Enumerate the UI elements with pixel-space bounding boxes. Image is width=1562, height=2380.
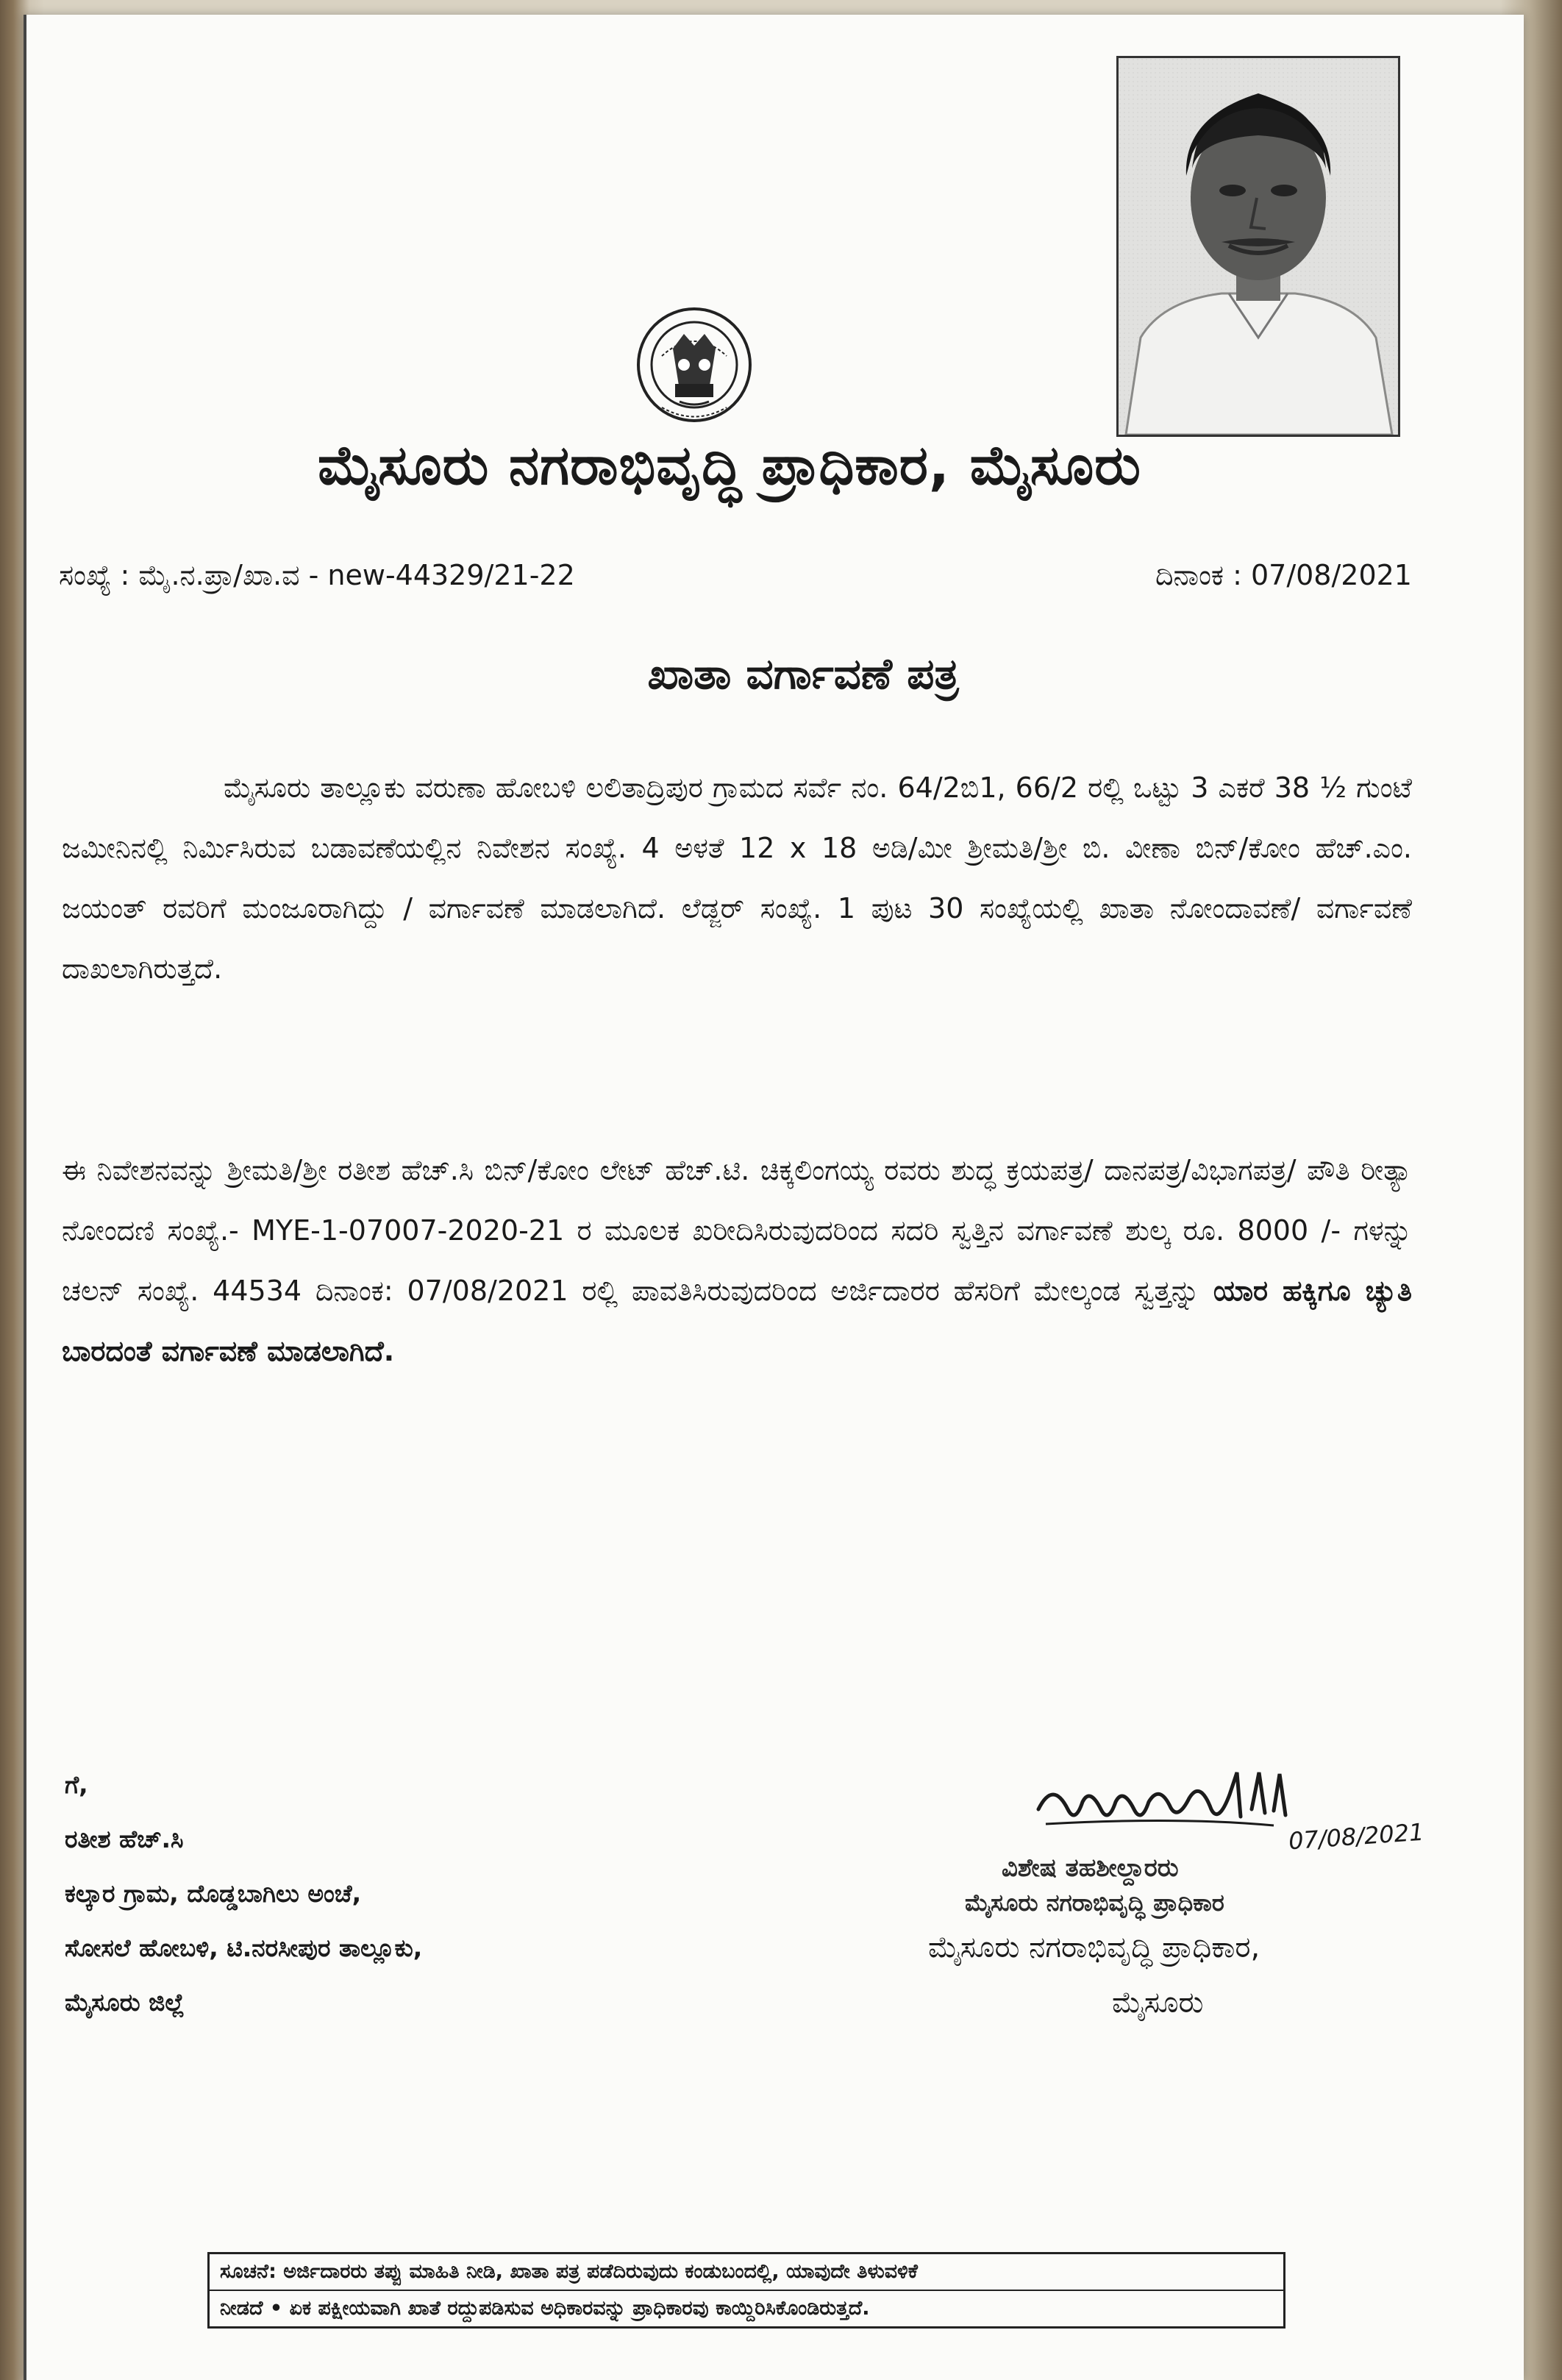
document-page [24,15,1524,2380]
recipient-address-line-3: ಮೈಸೂರು ಜಿಲ್ಲೆ [65,1988,185,2017]
issue-date: ದಿನಾಂಕ : 07/08/2021 [1155,559,1412,591]
recipient-address [65,1758,727,2030]
signature-date: 07/08/2021 [1287,1817,1425,1856]
scan-edge-line [24,15,26,2380]
signatory-organization: ಮೈಸೂರು ನಗರಾಭಿವೃದ್ಧಿ ಪ್ರಾಧಿಕಾರ, [928,1931,1260,1964]
footer-note-line-2: ನೀಡದೆ • ಏಕ ಪಕ್ಷೀಯವಾಗಿ ಖಾತೆ ರದ್ದುಪಡಿಸುವ ಅಧಿಕಾರವನ್ನು ಪ್ರಾಧಿಕಾರವು ಕಾಯ್ದಿರಿಸಿಕೊಂಡಿರುತ್ತದೆ. [210,2290,1283,2326]
recipient-name: ರತೀಶ ಹೆಚ್.ಸಿ [65,1825,184,1853]
emblem-seal-icon [632,297,756,444]
signatory-city: ಮೈಸೂರು [1112,1986,1204,2020]
recipient-to: ಗೆ, [65,1770,88,1799]
paragraph-transfer-main: ಈ ನಿವೇಶನವನ್ನು ಶ್ರೀಮತಿ/ಶ್ರೀ ರತೀಶ ಹೆಚ್.ಸಿ ಬಿನ್/ಕೋಂ ಲೇಟ್ ಹೆಚ್.ಟಿ. ಚಿಕ್ಕಲಿಂಗಯ್ಯ ರವರು ಶುದ್ಧ ಕ್ರಯಪತ್ರ/ ದಾನಪತ್ರ/ವಿಭಾಗಪತ್ರ/ ಪೌತಿ ರೀತ್ಯಾ ನೋಂದಣಿ ಸಂಖ್ಯೆ.- MYE-1-07007-2020-21 ರ ಮೂಲಕ ಖರೀದಿಸಿರುವುದರಿಂದ ಸದರಿ ಸ್ವತ್ತಿನ ವರ್ಗಾವಣೆ ಶುಲ್ಕ ರೂ. 8000 /- ಗಳನ್ನು ಚಲನ್ ಸಂಖ್ಯೆ. 44534 ದಿನಾಂಕ: 07/08/2021 ರಲ್ಲಿ ಪಾವತಿಸಿರುವುದರಿಂದ ಅರ್ಜಿದಾರರ ಹೆಸರಿಗೆ ಮೇಲ್ಕಂಡ ಸ್ವತ್ತನ್ನು [62,1154,1412,1307]
applicant-photo [1116,56,1400,437]
authority-seal [632,297,756,444]
stamp-organization: ಮೈಸೂರು ನಗರಾಭಿವೃದ್ಧಿ ಪ್ರಾಧಿಕಾರ [965,1889,1224,1917]
stamp-designation: ವಿಶೇಷ ತಹಶೀಲ್ದಾರರು [1002,1853,1179,1883]
document-title: ಖಾತಾ ವರ್ಗಾವಣೆ ಪತ್ರ [647,649,959,699]
footer-note-line-1: ಸೂಚನೆ: ಅರ್ಜಿದಾರರು ತಪ್ಪು ಮಾಹಿತಿ ನೀಡಿ, ಖಾತಾ ಪತ್ರ ಪಡೆದಿರುವುದು ಕಂಡುಬಂದಲ್ಲಿ, ಯಾವುದೇ ತಿಳುವಳಿಕೆ [220,2260,918,2283]
paragraph-allotment: ಮೈಸೂರು ತಾಲ್ಲೂಕು ವರುಣಾ ಹೋಬಳಿ ಲಲಿತಾದ್ರಿಪುರ ಗ್ರಾಮದ ಸರ್ವೆ ನಂ. 64/2ಬಿ1, 66/2 ರಲ್ಲಿ ಒಟ್ಟು 3 ಎಕರೆ 38 ½ ಗುಂಟೆ ಜಮೀನಿನಲ್ಲಿ ನಿರ್ಮಿಸಿರುವ ಬಡಾವಣೆಯಲ್ಲಿನ ನಿವೇಶನ ಸಂಖ್ಯೆ. 4 ಅಳತೆ 12 x 18 ಅಡಿ/ಮೀ ಶ್ರೀಮತಿ/ಶ್ರೀ ಬಿ. ವೀಣಾ ಬಿನ್/ಕೋಂ ಹೆಚ್.ಎಂ. ಜಯಂತ್ ರವರಿಗೆ ಮಂಜೂರಾಗಿದ್ದು / ವರ್ಗಾವಣೆ ಮಾಡಲಾಗಿದೆ. ಲೆಡ್ಜರ್ ಸಂಖ್ಯೆ. 1 ಪುಟ 30 ಸಂಖ್ಯೆಯಲ್ಲಿ ಖಾತಾ ನೋಂದಾವಣೆ/ ವರ್ಗಾವಣೆ ದಾಖಲಾಗಿರುತ್ತದೆ. [62,772,1412,985]
paragraph-transfer [62,1140,1412,1381]
organization-title: ಮೈಸೂರು ನಗರಾಭಿವೃದ್ಧಿ ಪ್ರಾಧಿಕಾರ, ಮೈಸೂರು [318,434,1141,497]
paragraph-transfer-tail: ಯಾರ ಹಕ್ಕಿಗೂ ಚ್ಯುತಿ ಬಾರದಂತೆ ವರ್ಗಾವಣೆ ಮಾಡಲಾಗಿದೆ. [62,1275,1412,1367]
footer-note-box [207,2252,1285,2329]
recipient-address-line-1: ಕಲ್ಕಾರ ಗ್ರಾಮ, ದೊಡ್ಡಬಾಗಿಲು ಅಂಚೆ, [65,1879,362,1908]
recipient-address-line-2: ಸೋಸಲೆ ಹೋಬಳಿ, ಟಿ.ನರಸೀಪುರ ತಾಲ್ಲೂಕು, [65,1934,423,1962]
reference-number: ಸಂಖ್ಯೆ : ಮೈ.ನ.ಪ್ರಾ/ಖಾ.ವ - new-44329/21-22 [59,559,575,591]
person-photo-icon [1119,58,1398,435]
signatory-block [921,1758,1436,2067]
